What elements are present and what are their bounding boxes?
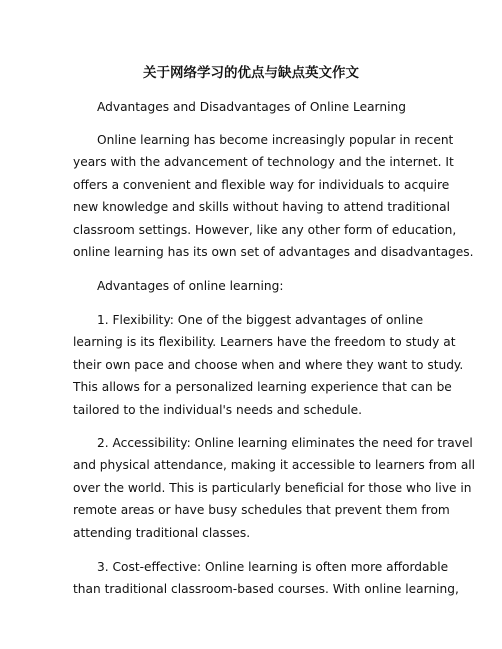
- point-1-line-2: learning is its flexibility. Learners have the freedom to study at: [73, 335, 456, 350]
- intro-line-3: offers a convenient and flexible way for individuals to acquire: [73, 177, 450, 192]
- advantages-heading-text: Advantages of online learning:: [97, 279, 284, 293]
- intro-line-4: new knowledge and skills without having to attend traditional: [73, 200, 450, 215]
- point-1-line-1: 1. Flexibility: One of the biggest advantages of online: [97, 313, 424, 327]
- essay-heading-text: Advantages and Disadvantages of Online Learning: [97, 100, 406, 114]
- point-1-line-4: This allows for a personalized learning experience that can be: [73, 380, 452, 395]
- intro-line-6: online learning has its own set of advantages and disadvantages.: [73, 245, 474, 260]
- point-3-line-2: than traditional classroom-based courses. With online learning,: [73, 582, 459, 597]
- point-3-paragraph: [73, 556, 459, 601]
- point-3-line-1: 3. Cost-effective: Online learning is often more affordable: [97, 560, 449, 574]
- intro-line-5: classroom settings. However, like any other form of education,: [73, 222, 457, 237]
- point-1-line-5: tailored to the individual's needs and schedule.: [73, 402, 363, 417]
- intro-paragraph: [73, 129, 474, 263]
- point-1-line-3: their own pace and choose when and where they want to study.: [73, 357, 464, 372]
- point-2-line-4: remote areas or have busy schedules that prevent them from: [73, 503, 450, 518]
- document-title: 关于网络学习的优点与缺点英文作文: [143, 65, 359, 81]
- point-2-paragraph: [73, 432, 476, 544]
- point-2-line-2: and physical attendance, making it accessible to learners from all: [73, 458, 476, 473]
- essay-heading: [73, 96, 436, 118]
- intro-line-2: years with the advancement of technology and the internet. It: [73, 155, 454, 170]
- point-1-paragraph: [73, 309, 464, 421]
- advantages-heading: [73, 275, 436, 297]
- intro-line-1: Online learning has become increasingly popular in recent: [97, 133, 454, 147]
- point-2-line-3: over the world. This is particularly beneficial for those who live in: [73, 480, 472, 495]
- point-2-line-5: attending traditional classes.: [73, 525, 251, 540]
- point-2-line-1: 2. Accessibility: Online learning eliminates the need for travel: [97, 436, 473, 450]
